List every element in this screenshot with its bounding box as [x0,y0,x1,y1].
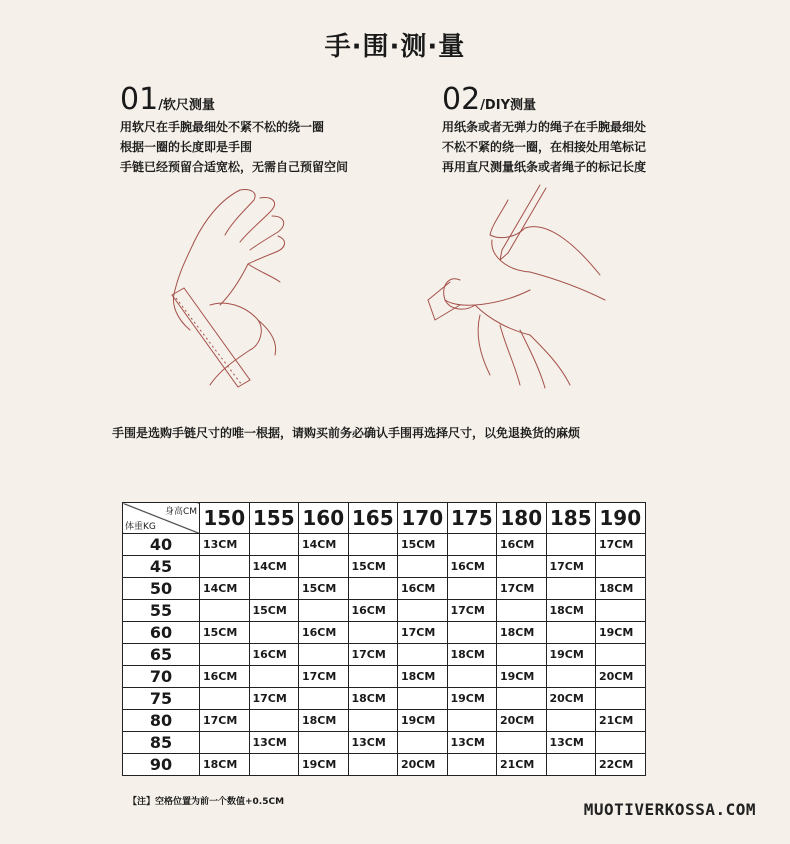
size-cell [299,688,349,710]
weight-cell: 40 [123,534,200,556]
table-row [123,534,646,556]
size-cell: 14CM [249,556,299,578]
page-title: 手·围·测·量 [324,32,466,62]
size-cell [398,556,448,578]
size-cell [249,666,299,688]
size-cell [398,600,448,622]
height-header: 165 [348,503,398,534]
step-number: 01 [120,82,159,117]
size-cell: 19CM [497,666,547,688]
size-cell [299,732,349,754]
size-cell [200,688,250,710]
size-cell [398,644,448,666]
weight-cell: 75 [123,688,200,710]
size-cell: 19CM [596,622,646,644]
size-cell [497,688,547,710]
table-header-row [123,503,646,534]
size-cell [596,556,646,578]
table-row [123,644,646,666]
size-cell: 17CM [299,666,349,688]
size-cell [348,754,398,776]
size-cell: 14CM [299,534,349,556]
size-cell [497,556,547,578]
height-header: 160 [299,503,349,534]
size-cell: 18CM [398,666,448,688]
size-cell [596,732,646,754]
size-cell: 16CM [398,578,448,600]
weight-axis-label: 体重KG [125,522,156,532]
size-cell: 13CM [348,732,398,754]
size-cell: 17CM [398,622,448,644]
height-axis-label: 身高CM [164,507,197,517]
step-instruction: 用软尺在手腕最细处不紧不松的绕一圈 [120,120,325,134]
size-cell: 20CM [497,710,547,732]
table-row [123,688,646,710]
size-cell [497,644,547,666]
table-row [123,666,646,688]
step-subtitle: /DIY测量 [480,98,536,113]
weight-cell: 90 [123,754,200,776]
step-instruction: 再用直尺测量纸条或者绳子的标记长度 [442,160,647,174]
size-cell: 16CM [249,644,299,666]
height-header: 155 [249,503,299,534]
size-cell [447,754,497,776]
size-cell: 18CM [447,644,497,666]
size-cell: 20CM [398,754,448,776]
size-cell [200,556,250,578]
size-cell: 13CM [249,732,299,754]
size-cell: 14CM [200,578,250,600]
size-cell: 18CM [596,578,646,600]
size-cell: 17CM [447,600,497,622]
size-cell [348,666,398,688]
size-cell: 16CM [497,534,547,556]
size-cell: 18CM [497,622,547,644]
table-row [123,710,646,732]
size-cell [249,534,299,556]
size-cell [348,578,398,600]
height-header: 180 [497,503,547,534]
step-diy [442,82,646,177]
size-cell: 13CM [546,732,596,754]
table-row [123,600,646,622]
size-cell [447,534,497,556]
size-cell [398,732,448,754]
step-instruction: 手链已经预留合适宽松，无需自己预留空间 [120,160,349,174]
step-instruction: 根据一圈的长度即是手围 [120,140,253,154]
size-cell: 15CM [348,556,398,578]
weight-cell: 60 [123,622,200,644]
size-cell [299,644,349,666]
weight-cell: 70 [123,666,200,688]
size-cell [447,710,497,732]
table-row [123,622,646,644]
watermark: MUOTIVERKOSSA.COM [583,800,756,819]
table-row [123,732,646,754]
table-row [123,754,646,776]
size-cell [249,754,299,776]
weight-cell: 55 [123,600,200,622]
size-cell [497,732,547,754]
hand-string-illustration [420,180,620,400]
size-cell [398,688,448,710]
height-header: 170 [398,503,448,534]
size-cell: 20CM [546,688,596,710]
size-cell [546,622,596,644]
weight-cell: 85 [123,732,200,754]
size-cell: 18CM [348,688,398,710]
size-chart-table [122,502,646,776]
size-cell [546,578,596,600]
step-soft-ruler [120,82,348,177]
sizing-note: 手围是选购手链尺寸的唯一根据，请购买前务必确认手围再选择尺寸，以免退换货的麻烦 [112,426,581,440]
height-header: 175 [447,503,497,534]
size-cell: 19CM [299,754,349,776]
size-cell: 15CM [200,622,250,644]
step-instruction: 不松不紧的绕一圈，在相接处用笔标记 [442,140,647,154]
size-cell: 16CM [200,666,250,688]
size-cell [596,600,646,622]
size-cell [299,556,349,578]
size-cell [546,666,596,688]
weight-cell: 50 [123,578,200,600]
size-cell [249,710,299,732]
size-cell [447,578,497,600]
size-cell [249,622,299,644]
size-cell: 13CM [200,534,250,556]
size-cell: 18CM [546,600,596,622]
size-cell: 17CM [546,556,596,578]
size-cell: 17CM [249,688,299,710]
size-cell [200,732,250,754]
size-cell [200,600,250,622]
size-cell [546,754,596,776]
height-header: 190 [596,503,646,534]
size-cell: 22CM [596,754,646,776]
size-cell: 18CM [299,710,349,732]
size-cell: 19CM [398,710,448,732]
size-cell [348,710,398,732]
size-cell: 15CM [299,578,349,600]
size-cell: 13CM [447,732,497,754]
height-header: 150 [200,503,250,534]
size-cell [596,644,646,666]
weight-cell: 80 [123,710,200,732]
size-cell: 16CM [447,556,497,578]
step-instruction: 用纸条或者无弹力的绳子在手腕最细处 [442,120,647,134]
size-cell [447,622,497,644]
size-cell: 17CM [596,534,646,556]
size-cell: 19CM [447,688,497,710]
size-cell: 19CM [546,644,596,666]
size-cell: 15CM [398,534,448,556]
size-cell [299,600,349,622]
hand-soft-ruler-illustration [150,180,310,400]
size-cell [249,578,299,600]
size-cell [200,644,250,666]
table-corner-cell [123,503,200,534]
size-cell [546,534,596,556]
weight-cell: 45 [123,556,200,578]
size-cell [348,534,398,556]
step-subtitle: /软尺测量 [158,98,215,113]
size-cell: 16CM [348,600,398,622]
size-cell: 15CM [249,600,299,622]
size-cell: 21CM [497,754,547,776]
size-cell: 17CM [200,710,250,732]
size-cell [596,688,646,710]
size-cell [348,622,398,644]
height-header: 185 [546,503,596,534]
size-cell: 21CM [596,710,646,732]
table-row [123,556,646,578]
size-cell: 16CM [299,622,349,644]
size-cell: 18CM [200,754,250,776]
table-row [123,578,646,600]
size-cell [447,666,497,688]
size-cell: 20CM [596,666,646,688]
size-cell: 17CM [348,644,398,666]
footnote: 【注】空格位置为前一个数值+0.5CM [128,797,285,807]
size-cell [497,600,547,622]
size-cell: 17CM [497,578,547,600]
weight-cell: 65 [123,644,200,666]
size-cell [546,710,596,732]
step-number: 02 [442,82,481,117]
